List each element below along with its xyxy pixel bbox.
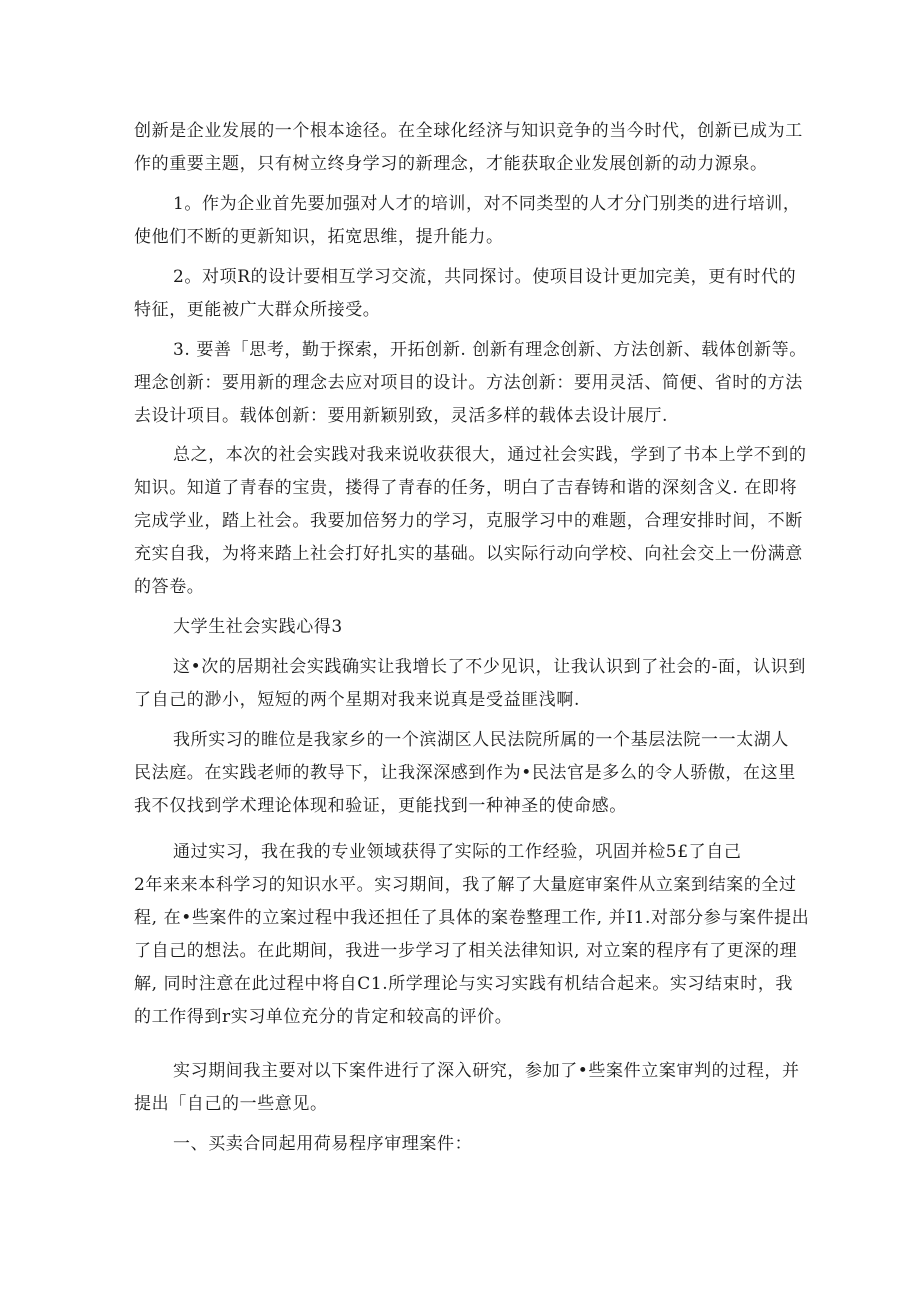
paragraph-line: 总之，本次的社会实践对我来说收获很大，通过社会实践，学到了书本上学不到的: [173, 445, 807, 465]
paragraph-line: 创新是企业发展的一个根本途径。在全球化经济与知识竞争的当今时代，创新已成为工: [134, 121, 803, 141]
paragraph-line: 提出「自己的一些意见。: [134, 1094, 328, 1114]
paragraph-line: 我所实习的睢位是我家乡的一个滨湖区人民法院所属的一个基层法院一一太湖人: [173, 730, 789, 750]
paragraph-line: 我不仅找到学术理论体现和验证，更能找到一种神圣的使命感。: [134, 796, 627, 816]
paragraph-line: 的工作得到r实习单位充分的肯定和较高的评价。: [134, 1007, 513, 1027]
paragraph-line: 了自己的渺小，短短的两个星期对我来说真是受益匪浅啊.: [134, 690, 581, 710]
paragraph-line: 充实自我，为将来踏上社会打好扎实的基础。以实际行动向学校、向社会交上一份满意: [134, 544, 803, 564]
paragraph-line: 去设计项目。载体创新：要用新颖别致，灵活多样的载体去设计展厅.: [134, 406, 669, 426]
paragraph-line: 1。作为企业首先要加强对人才的培训，对不同类型的人才分门别类的进行培训，: [173, 194, 801, 214]
list-item-heading: 一、买卖合同起用荷易程序审理案件：: [173, 1134, 473, 1154]
paragraph-line: 作的重要主题，只有树立终身学习的新理念，才能获取企业发展创新的动力源泉。: [134, 154, 768, 174]
paragraph-line: 的答卷。: [134, 577, 205, 597]
paragraph-line: 这•次的居期社会实践确实让我增长了不少见识，让我认识到了社会的-面，认识到: [173, 657, 806, 677]
paragraph-line: 理念创新：要用新的理念去应对项目的设计。方法创新：要用灵活、简便、省时的方法: [134, 373, 803, 393]
paragraph-line: 程, 在•些案件的立案过程中我还担任了具体的案卷整理工作, 并I1.对部分参与案件提出: [134, 908, 810, 928]
paragraph-line: 使他们不断的更新知识，拓宽思维，提升能力。: [134, 227, 504, 247]
paragraph-line: 特征，更能被广大群众所接受。: [134, 300, 381, 320]
paragraph-line: 2年来来本科学习的知识水平。实习期间，我了解了大量庭审案件从立案到结案的全过: [134, 875, 797, 895]
paragraph-line: 了自己的想法。在此期间，我进一步学习了相关法律知识, 对立案的程序有了更深的理: [134, 941, 798, 961]
paragraph-line: 2。对项R的设计要相互学习交流，共同探讨。使项目设计更加完美，更有时代的: [173, 267, 797, 287]
paragraph-line: 解, 同时注意在此过程中将自C1.所学理论与实习实践有机结合起来。实习结束时，我: [134, 974, 794, 994]
paragraph-line: 完成学业，踏上社会。我要加倍努力的学习，克服学习中的难题，合理安排时间，不断: [134, 511, 803, 531]
paragraph-line: 民法庭。在实践老师的教导下，让我深深感到作为•民法官是多么的令人骄傲，在这里: [134, 763, 796, 783]
paragraph-line: 知识。知道了青春的宝贵，搂得了青春的任务，明白了吉春铸和谐的深刻含义. 在即将: [134, 478, 798, 498]
paragraph-line: 3. 要善「思考，勤于探索，开拓创新. 创新有理念创新、方法创新、载体创新等。: [173, 340, 807, 360]
section-heading: 大学生社会实践心得3: [173, 617, 343, 637]
paragraph-line: 通过实习，我在我的专业领域获得了实际的工作经验，巩固并检5£了自己: [173, 842, 742, 862]
paragraph-line: 实习期间我主要对以下案件进行了深入研究，参加了•些案件立案审判的过程，并: [173, 1061, 800, 1081]
